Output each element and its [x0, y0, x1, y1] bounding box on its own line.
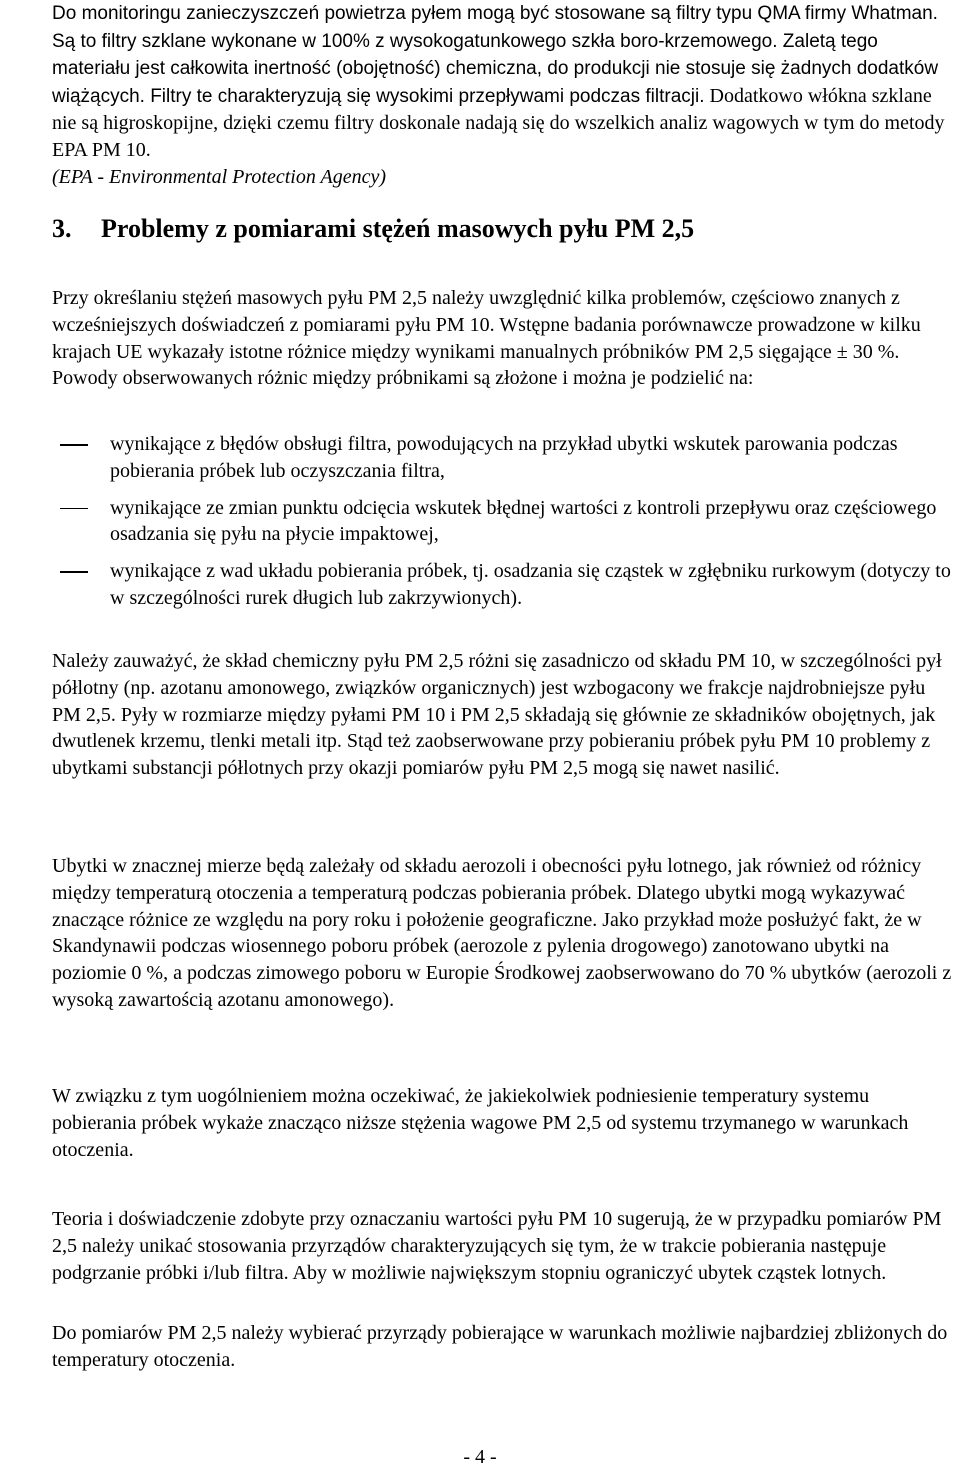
intro-sentence-2: Dodatkowo włókna szklane nie są higroskopijne, dzięki czemu filtry doskonale nadają się do wszelkich analiz wagowych w tym do metody EPA PM 10. — [52, 84, 945, 161]
section-title: Problemy z pomiarami stężeń masowych pyłu PM 2,5 — [101, 214, 695, 243]
intro-paragraph — [52, 0, 952, 190]
dash-bullet-icon — [60, 444, 88, 446]
intro-note: (EPA - Environmental Protection Agency) — [52, 165, 386, 188]
paragraph-4: W związku z tym uogólnieniem można oczekiwać, że jakiekolwiek podniesienie temperatury systemu pobierania próbek wykaże znacząco niższe stężenia wagowe PM 2,5 od systemu trzymanego w warunkach otoczenia. — [52, 1085, 909, 1161]
paragraph-2: Należy zauważyć, że skład chemiczny pyłu PM 2,5 różni się zasadniczo od składu PM 10, w szczególności pył półlotny (np. azotanu amonowego, związków organicznych) jest wzbogacony we frakcje najdrobniejsze pyłu PM 2,5. Pyły w rozmiarze między pyłami PM 10 i PM 2,5 składają się głównie ze składników obojętnych, jak dwutlenek krzemu, tlenki metali itp. Stąd też zaobserwowane przy pobieraniu próbek pyłu PM 10 problemy z ubytkami substancji półlotnych przy okazji pomiarów pyłu PM 2,5 mogą się nawet nasilić. — [52, 650, 942, 780]
bullet-text: wynikające ze zmian punktu odcięcia wskutek błędnej wartości z kontroli przepływu oraz częściowego osadzania się pyłu na płycie impaktowej, — [110, 496, 937, 546]
bullet-text: wynikające z błędów obsługi filtra, powodujących na przykład ubytki wskutek parowania podczas pobierania próbek lub oczyszczania filtra, — [110, 433, 898, 482]
paragraph-5: Teoria i doświadczenie zdobyte przy oznaczaniu wartości pyłu PM 10 sugerują, że w przypadku pomiarów PM 2,5 należy unikać stosowania przyrządów charakteryzujących się tym, że w trakcie pobierania następuje podgrzanie próbki i/lub filtra. Aby w możliwie największym stopniu ograniczyć ubytek cząstek lotnych. — [52, 1208, 942, 1284]
paragraph-6: Do pomiarów PM 2,5 należy wybierać przyrządy pobierające w warunkach możliwie najbardziej zbliżonych do temperatury otoczenia. — [52, 1322, 948, 1371]
section-number: 3. — [52, 214, 72, 243]
list-item — [52, 558, 952, 612]
bullet-text: wynikające z wad układu pobierania próbek, tj. osadzania się cząstek w zgłębniku rurkowym (dotyczy to w szczególności rurek długich lub zakrzywionych). — [110, 560, 951, 609]
paragraph-1: Przy określaniu stężeń masowych pyłu PM 2,5 należy uwzględnić kilka problemów, częściowo znanych z wcześniejszych doświadczeń z pomiarami pyłu PM 10. Wstępne badania porównawcze prowadzone w kilku krajach UE wykazały istotne różnice między wynikami manualnych próbników PM 2,5 sięgające ± 30 %. Powody obserwowanych różnic między próbnikami są złożone i można je podzielić na: — [52, 287, 921, 390]
dash-bullet-icon — [60, 508, 88, 510]
dash-bullet-icon — [60, 571, 88, 573]
bullet-list — [52, 431, 952, 612]
section-heading — [52, 212, 694, 246]
intro-sentence-1: Do monitoringu zanieczyszczeń powietrza pyłem mogą być stosowane są filtry typu QMA firmy Whatman. Są to filtry szklane wykonane w 100% z wysokogatunkowego szkła boro-krzemowego. Zaletą tego materiału jest całkowita inertność (obojętność) chemiczna, do produkcji nie stosuje się żadnych dodatków wiążących. Filtry te charakteryzują się wysokimi przepływami podczas filtracji. — [52, 3, 939, 107]
list-item — [52, 495, 952, 549]
list-item — [52, 431, 952, 485]
paragraph-3: Ubytki w znacznej mierze będą zależały od składu aerozoli i obecności pyłu lotnego, jak również od różnicy między temperaturą otoczenia a temperaturą podczas pobierania próbek. Dlatego ubytki mogą wykazywać znaczące różnice ze względu na pory roku i położenie geograficzne. Jako przykład może posłużyć fakt, że w Skandynawii podczas wiosennego poboru próbek (aerozole z pylenia drogowego) zanotowano ubytki na poziomie 0 %, a podczas zimowego poboru w Europie Środkowej zaobserwowano do 70 % ubytków (aerozoli z wysoką zawartością azotanu amonowego). — [52, 855, 952, 1011]
page-number: - 4 - — [463, 1446, 497, 1468]
